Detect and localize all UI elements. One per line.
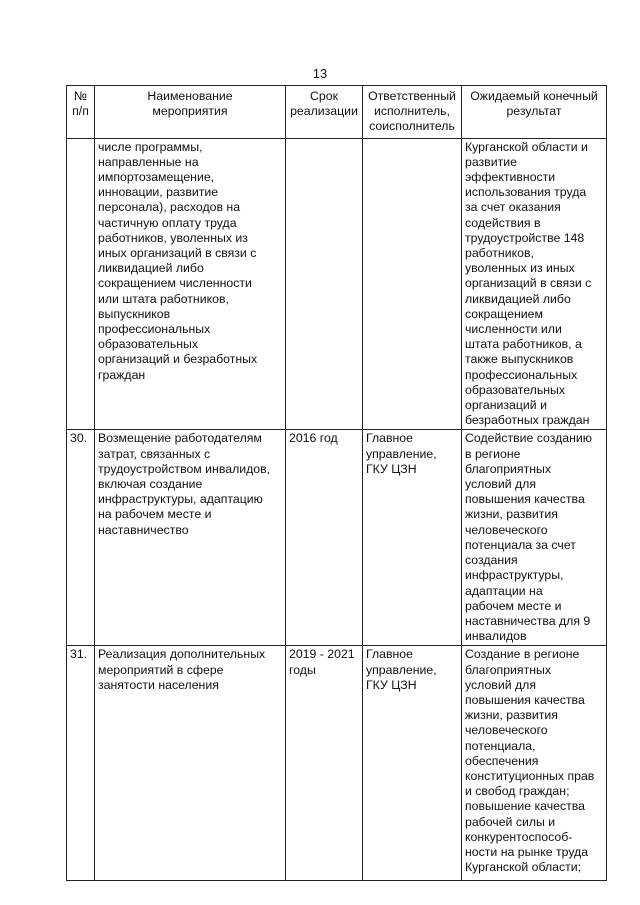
cell-responsible: Главное управление, ГКУ ЦЗН — [363, 430, 462, 646]
measures-table — [66, 85, 607, 881]
table-row — [67, 430, 607, 646]
cell-name: Возмещение работодателям затрат, связанных с трудоустройством инвалидов, включая создание инфраструктуры, адаптацию на рабочем месте и наставничество — [95, 430, 286, 646]
cell-num: 31. — [67, 646, 95, 881]
table-row — [67, 138, 607, 430]
page-number: 13 — [312, 66, 328, 81]
cell-result: Курганской области и развитие эффективности использования труда за счет оказания содействия в трудоустройстве 148 работников, уволенных из иных организаций в связи с ликвидацией либо сокращением численности или штата работников, а также выпускников профессиональных образовательных организаций и безработных граждан — [462, 138, 607, 430]
cell-name: Реализация дополнительных мероприятий в сфере занятости населения — [95, 646, 286, 881]
cell-responsible: Главное управление, ГКУ ЦЗН — [363, 646, 462, 881]
cell-num — [67, 138, 95, 430]
cell-result: Содействие созданию в регионе благоприятных условий для повышения качества жизни, развития человеческого потенциала за счет создания инфраструктуры, адаптации на рабочем месте и наставничества для 9 инвалидов — [462, 430, 607, 646]
cell-result: Создание в регионе благоприятных условий для повышения качества жизни, развития человеческого потенциала, обеспечения конституционных прав и свобод граждан; повышение качества рабочей силы и конкурентоспособ- ности на рынке труда Курганской области; — [462, 646, 607, 881]
header-num: № п/п — [67, 86, 95, 139]
header-result: Ожидаемый конечный результат — [462, 86, 607, 139]
table-row — [67, 646, 607, 881]
cell-responsible — [363, 138, 462, 430]
header-responsible: Ответственный исполнитель, соисполнитель — [363, 86, 462, 139]
cell-term: 2019 - 2021 годы — [286, 646, 363, 881]
header-term: Срок реализации — [286, 86, 363, 139]
cell-term: 2016 год — [286, 430, 363, 646]
cell-name: числе программы, направленные на импортозамещение, инновации, развитие персонала), расходов на частичную оплату труда работников, уволенных из иных организаций в связи с ликвидацией либо сокращением численности или штата работников, выпускников профессиональных образовательных организаций и безработных граждан — [95, 138, 286, 430]
header-name: Наименование мероприятия — [95, 86, 286, 139]
cell-num: 30. — [67, 430, 95, 646]
cell-term — [286, 138, 363, 430]
table-header-row — [67, 86, 607, 139]
